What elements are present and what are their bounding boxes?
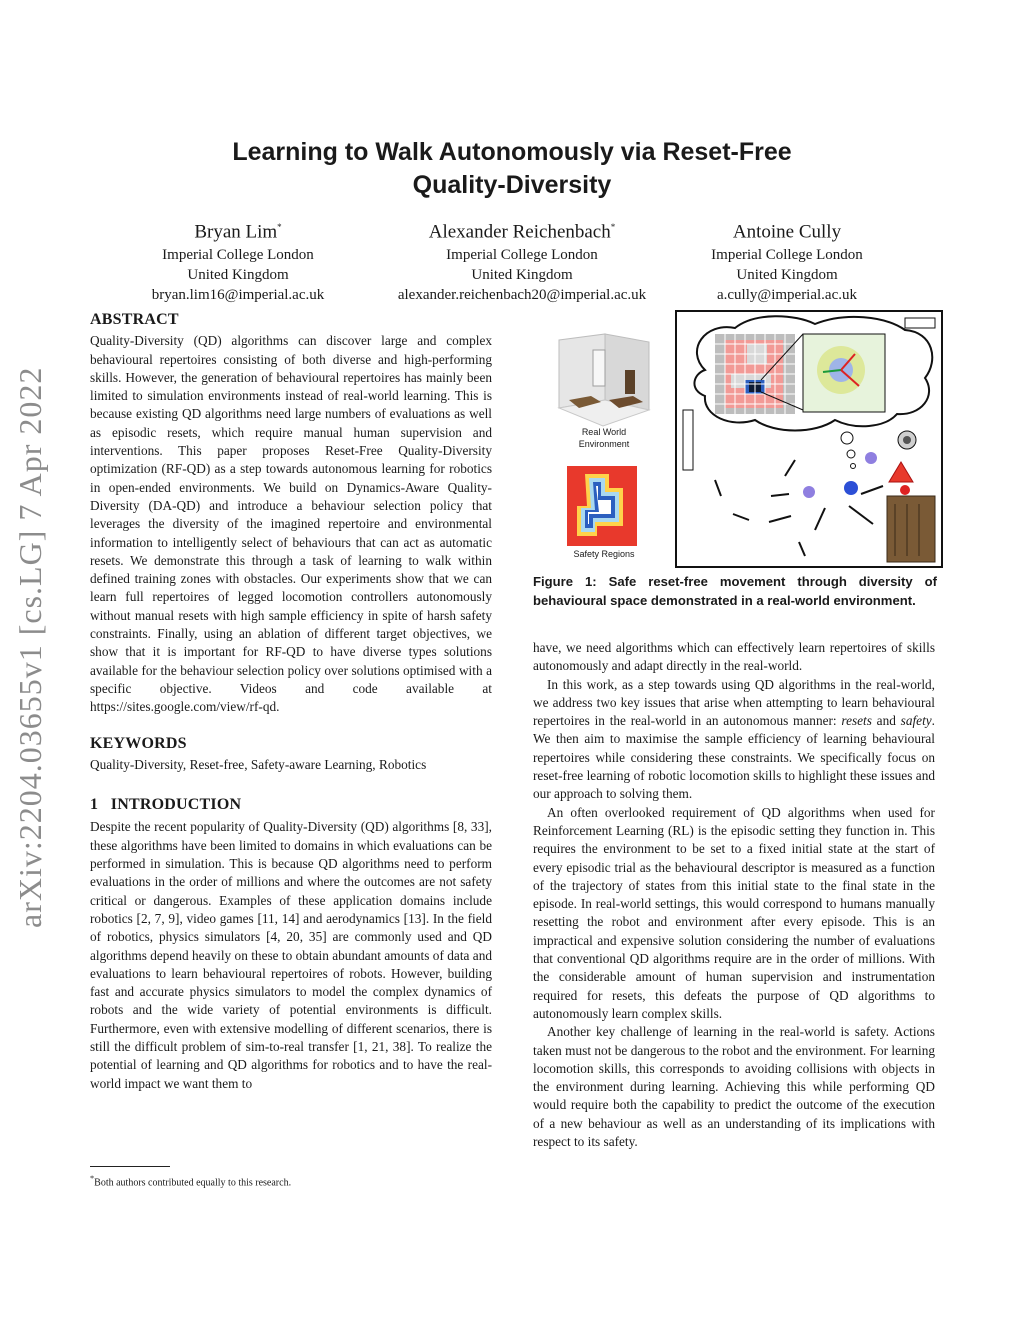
author-country: United Kingdom (736, 267, 838, 284)
intro-p2-part-a: In this work, as a step towards using QD algorithms in the real-world, we address two key issues that arise when attempting to learn behavioural repertoires in the real-world in an autonomous manner: (533, 676, 935, 729)
reset-free-movement-diagram (675, 310, 943, 568)
intro-paragraph-1-continued: have, we need algorithms which can effectively learn repertoires of skills autonomously and adapt directly in the real-world. (533, 640, 935, 674)
footnote (90, 1172, 291, 1189)
left-column (90, 311, 492, 1093)
author-affiliation: Imperial College London (711, 247, 863, 264)
author-affiliation: Imperial College London (446, 247, 598, 264)
intro-p2-and: and (871, 713, 901, 729)
footnote-mark: * (90, 1174, 95, 1183)
title-line-2: Quality-Diversity (412, 171, 612, 199)
author-country: United Kingdom (187, 267, 289, 284)
intro-paragraph-4: Another key challenge of learning in the real-world is safety. Actions taken must not be dangerous to the robot and the environment. For learning locomotion skills, this corresponds to avoiding collisions with objects in the environment during learning. Achieving this while performing QD would require both the capability to predict the outcome of the execution of a new behaviour as well as an understanding of its implications with respect to its safety. (533, 1024, 935, 1150)
author-block-2 (372, 214, 672, 305)
safety-regions-map (567, 466, 637, 546)
abstract-text: Quality-Diversity (QD) algorithms can discover large and complex behavioural repertoires consisting of both diverse and high-performing skills. However, the generation of behavioural repertoires has mainly been limited to simulation environments instead of real-world learning. This is because existing QD algorithms need large numbers of evaluations as well as episodic resets, which require manual human supervision and interventions. This paper proposes Reset-Free Quality-Diversity optimization (RF-QD) as a step towards autonomous learning for robotics in open-ended environments. We build on Dynamics-Aware Quality-Diversity (DA-QD) and introduce a behaviour selection policy that leverages the diversity of the imagined repertoire and environmental information to intelligently select of behaviours that can act as automatic resets. We demonstrate this through a task of learning to walk within defined training zones with obstacles. Our experiments show that we can learn full repertoires of legged locomotion controllers autonomously without manual resets with high sample efficiency in spite of harsh safety constraints. Finally, using an ablation of different target objectives, we show that it is important for RF-QD to have diverse types solutions available for the behaviour selection policy over solutions optimised with a specific objective. Videos and code available at https://sites.google.com/view/rf-qd. (90, 333, 492, 715)
author-name: Antoine Cully (732, 221, 842, 243)
label-real-world-line-1: Real World (581, 427, 627, 437)
intro-paragraph-2 (533, 676, 935, 804)
room-render-image (555, 330, 653, 430)
author-name: Alexander Reichenbach (428, 221, 611, 243)
author-block-1 (122, 214, 354, 305)
intro-p2-safety: safety (900, 713, 932, 729)
figure-1 (533, 308, 943, 570)
intro-p2-part-b: . We then aim to maximise the sample efficiency of learning behavioural repertoires while considering these constraints. We specifically focus on reset-free learning of robotic locomotion skills to highlight these issues and our approach to solving them. (533, 713, 935, 802)
keywords-heading: KEYWORDS (90, 734, 187, 752)
intro-paragraph-3: An often overlooked requirement of QD algorithms when used for Reinforcement Learning (RL) is the episodic setting they function in. This requires the environment to be set to a fixed initial state at the start of every episodic trial as the behavioural descriptor is measured as a function of the trajectory of states from this initial state to the final state in the episode. In real-world settings, this would correspond to humans manually resetting the robot and environment after every episode. This is an impractical and expensive solution considering the number of evaluations that conventional QD algorithms require are in the order of millions. With the considerable amount of human supervision and instrumentation required for resets, this defeats the purpose of QD algorithms to autonomously learn complex skills. (533, 804, 935, 1021)
author-email: alexander.reichenbach20@imperial.ac.uk (397, 287, 647, 304)
author-email: bryan.lim16@imperial.ac.uk (151, 287, 325, 304)
author-name: Bryan Lim (194, 221, 278, 243)
abstract-heading: ABSTRACT (90, 311, 179, 328)
author-mark: * (610, 222, 616, 232)
intro-paragraph-1: Despite the recent popularity of Quality-Diversity (QD) algorithms [8, 33], these algorithms have been limited to domains in which evaluations can be performed in simulation. This is because QD algorithms need to perform evaluations in the order of millions and where the outcomes are not safety critical or dangerous. Examples of these application domains include robotics [2, 7, 9], video games [11, 14] and aerodynamics [13]. In the field of robotics, physics simulators [4, 20, 35] are commonly used and QD algorithms depend heavily on these to obtain abundant amounts of data and evaluations to learn behavioural repertoires of robots. However, building fast and accurate physics simulators to model the complex dynamics of robots and the wide variety of potential environments is difficult. Furthermore, even with extensive modelling of different scenarios, there is still the difficult problem of sim-to-real transfer [1, 21, 38]. To realize the potential of learning and QD algorithms for robotics and to have the real-world impact we want them to (90, 819, 492, 1091)
author-block-3 (682, 214, 892, 305)
label-safety-regions: Safety Regions (573, 549, 635, 559)
keywords-text: Quality-Diversity, Reset-free, Safety-aware Learning, Robotics (90, 756, 427, 772)
paper-title (150, 136, 874, 202)
footnote-text: Both authors contributed equally to this research. (94, 1177, 292, 1189)
arxiv-identifier: arXiv:2204.03655v1 [cs.LG] 7 Apr 2022 (12, 366, 48, 929)
author-country: United Kingdom (471, 267, 573, 284)
label-real-world-line-2: Environment (578, 439, 630, 449)
introduction-heading: 1 INTRODUCTION (90, 796, 242, 814)
author-affiliation: Imperial College London (162, 247, 314, 264)
title-line-1: Learning to Walk Autonomously via Reset-Free (232, 138, 792, 166)
figure-1-caption: Figure 1: Safe reset-free movement through diversity of behavioural space demonstrated in a real-world environment. (533, 574, 937, 608)
intro-p2-resets: resets (841, 713, 872, 729)
right-column (533, 639, 935, 1151)
author-email: a.cully@imperial.ac.uk (716, 287, 857, 304)
author-mark: * (277, 222, 282, 232)
footnote-rule (90, 1166, 170, 1167)
